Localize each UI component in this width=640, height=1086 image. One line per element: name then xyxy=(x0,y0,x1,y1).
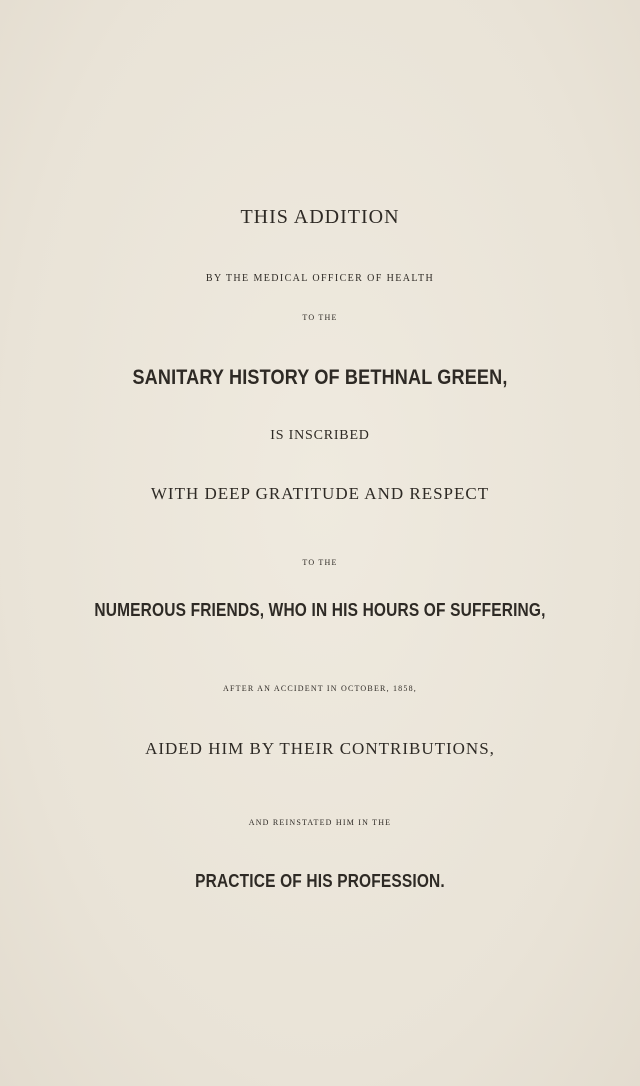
dedication-title: THIS ADDITION xyxy=(240,206,400,228)
dedication-friends: NUMEROUS FRIENDS, WHO IN HIS HOURS OF SUFFERING, xyxy=(94,600,546,620)
dedication-profession: PRACTICE OF HIS PROFESSION. xyxy=(195,871,445,891)
dedication-accident: AFTER AN ACCIDENT IN OCTOBER, 1858, xyxy=(223,684,417,693)
dedication-work-title: SANITARY HISTORY OF BETHNAL GREEN, xyxy=(132,366,508,389)
dedication-gratitude: WITH DEEP GRATITUDE AND RESPECT xyxy=(150,484,490,503)
dedication-contributions: AIDED HIM BY THEIR CONTRIBUTIONS, xyxy=(145,739,495,758)
dedication-to-the-2: TO THE xyxy=(302,558,338,567)
dedication-author-line: BY THE MEDICAL OFFICER OF HEALTH xyxy=(205,273,435,284)
dedication-reinstated: AND REINSTATED HIM IN THE xyxy=(248,818,392,827)
dedication-inscribed: IS INSCRIBED xyxy=(270,428,370,443)
dedication-to-the-1: TO THE xyxy=(302,313,338,322)
